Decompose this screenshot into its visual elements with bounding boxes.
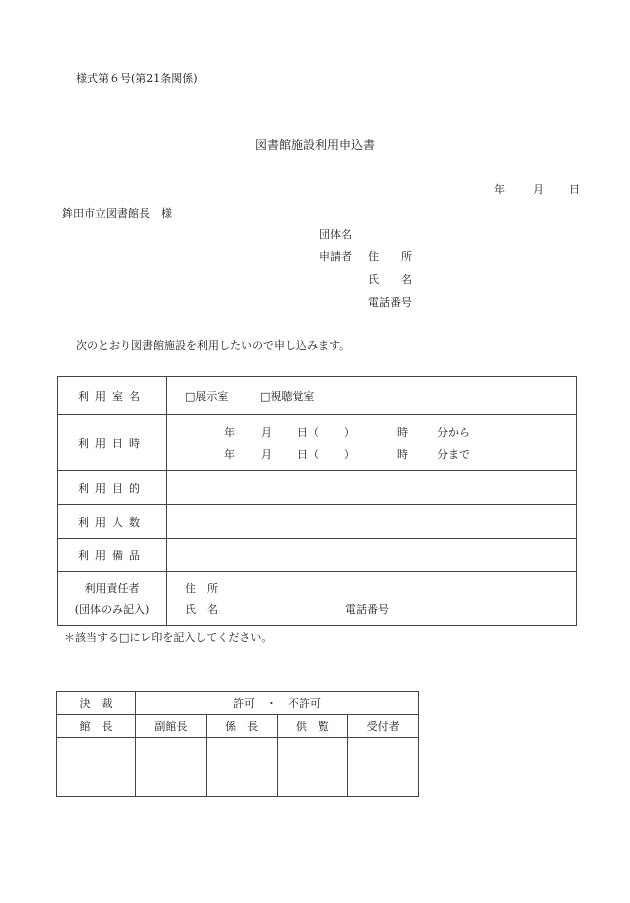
decision-value: 許可 ・ 不許可 xyxy=(136,692,419,715)
group-name-label: 団体名 xyxy=(319,228,352,241)
applicant-label: 申請者 xyxy=(319,250,352,263)
room-options xyxy=(167,377,577,415)
decision-label: 決 裁 xyxy=(57,692,136,715)
dt2-hour: 時 xyxy=(397,448,408,461)
count-label: 利用人数 xyxy=(58,505,167,539)
dt1-year: 年 xyxy=(224,426,235,439)
usage-table xyxy=(57,376,577,626)
dt1-close: ） xyxy=(344,426,355,439)
datetime-field[interactable] xyxy=(167,415,577,471)
dt2-minute: 分まで xyxy=(437,448,470,461)
room-option-label: 視聴覚室 xyxy=(270,390,315,403)
equipment-field[interactable] xyxy=(167,539,577,572)
dt1-hour: 時 xyxy=(397,426,408,439)
role-director: 館 長 xyxy=(57,715,136,738)
room-option-av[interactable] xyxy=(260,391,314,402)
stamp-cell-director[interactable] xyxy=(57,738,136,797)
stamp-cell-receptionist[interactable] xyxy=(348,738,419,797)
purpose-row xyxy=(58,471,577,505)
role-receptionist: 受付者 xyxy=(348,715,419,738)
date-day-label: 日 xyxy=(569,183,580,196)
checkbox-icon[interactable]: □ xyxy=(185,390,196,403)
dt2-year: 年 xyxy=(224,448,235,461)
responsible-label xyxy=(58,572,167,626)
purpose-field[interactable] xyxy=(167,471,577,505)
stamp-cell-vice-director[interactable] xyxy=(136,738,207,797)
dt2-day: 日（ xyxy=(297,448,319,461)
responsible-address-label: 住 所 xyxy=(185,582,218,595)
dt1-month: 月 xyxy=(261,426,272,439)
datetime-label: 利用日時 xyxy=(58,415,167,471)
addressee: 鉾田市立図書館長 様 xyxy=(62,207,172,220)
responsible-label-line1: 利用責任者 xyxy=(84,581,140,595)
datetime-row xyxy=(58,415,577,471)
role-vice-director: 副館長 xyxy=(136,715,207,738)
purpose-label: 利用目的 xyxy=(58,471,167,505)
room-row xyxy=(58,377,577,415)
role-chief: 係 長 xyxy=(206,715,277,738)
approval-table xyxy=(56,691,419,797)
stamp-cell-chief[interactable] xyxy=(206,738,277,797)
responsible-label-line2: (団体のみ記入) xyxy=(74,602,150,616)
applicant-address-label: 住 所 xyxy=(368,250,412,263)
responsible-name-label: 氏 名 xyxy=(185,603,218,616)
dt2-close: ） xyxy=(344,448,355,461)
equipment-row xyxy=(58,539,577,572)
dt1-minute: 分から xyxy=(437,426,470,439)
responsible-field[interactable] xyxy=(167,572,577,626)
dt2-month: 月 xyxy=(261,448,272,461)
responsible-row xyxy=(58,572,577,626)
equipment-label: 利用備品 xyxy=(58,539,167,572)
room-option-exhibition[interactable] xyxy=(185,391,228,402)
form-number: 様式第６号(第21条関係) xyxy=(76,72,198,85)
count-row xyxy=(58,505,577,539)
applicant-name-label: 氏 名 xyxy=(368,273,412,286)
date-month-label: 月 xyxy=(533,183,544,196)
role-circulation: 供 覧 xyxy=(277,715,348,738)
approval-roles-row xyxy=(57,715,419,738)
note-text: ＊該当する□にレ印を記入してください。 xyxy=(64,631,273,644)
count-field[interactable] xyxy=(167,505,577,539)
room-option-label: 展示室 xyxy=(195,390,229,403)
stamp-cell-circulation[interactable] xyxy=(277,738,348,797)
page-title: 図書館施設利用申込書 xyxy=(254,138,375,152)
applicant-phone-label: 電話番号 xyxy=(368,296,412,309)
room-label: 利用室名 xyxy=(58,377,167,415)
checkbox-icon[interactable]: □ xyxy=(260,390,271,403)
dt1-day: 日（ xyxy=(297,426,319,439)
intro-text: 次のとおり図書館施設を利用したいので申し込みます。 xyxy=(76,339,351,352)
approval-stamp-row xyxy=(57,738,419,797)
approval-header-row xyxy=(57,692,419,715)
date-year-label: 年 xyxy=(494,183,505,196)
responsible-phone-label: 電話番号 xyxy=(345,603,389,616)
